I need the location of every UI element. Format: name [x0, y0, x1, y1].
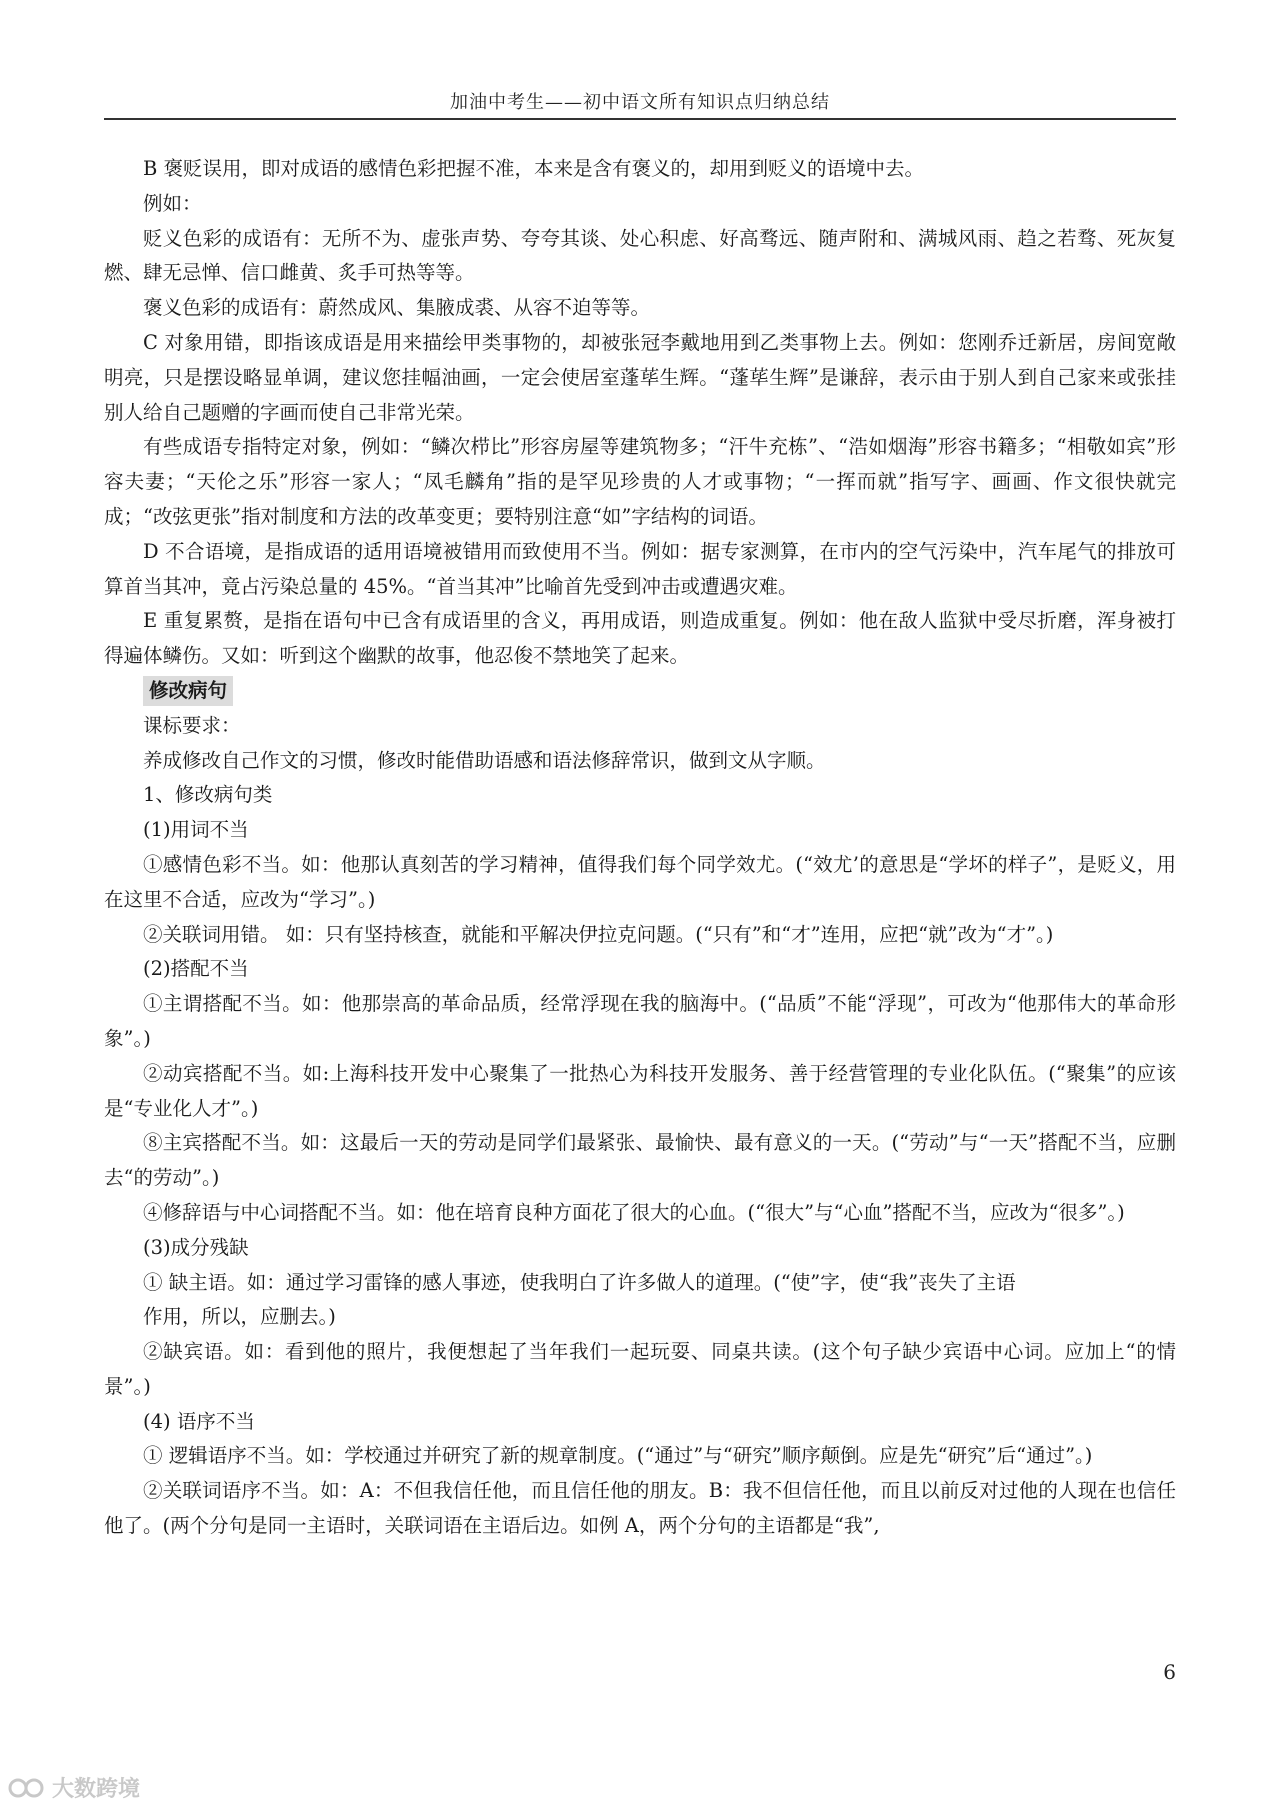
- paragraph: ②动宾搭配不当。如:上海科技开发中心聚集了一批热心为科技开发服务、善于经营管理的专业化队伍。(“聚集”的应该是“专业化人才”。): [104, 1061, 1176, 1120]
- page-number: 6: [1163, 1660, 1176, 1684]
- document-body: [104, 152, 1176, 1544]
- paragraph: ① 逻辑语序不当。如：学校通过并研究了新的规章制度。(“通过”与“研究”顺序颠倒。应是先“研究”后“通过”。): [143, 1444, 1093, 1468]
- paragraph: E 重复累赘，是指在语句中已含有成语里的含义，再用成语，则造成重复。例如：他在敌人监狱中受尽折磨，浑身被打得遍体鳞伤。又如：听到这个幽默的故事，他忍俊不禁地笑了起来。: [104, 609, 1176, 668]
- paragraph: (1)用词不当: [143, 818, 249, 842]
- paragraph: 有些成语专指特定对象，例如：“鳞次栉比”形容房屋等建筑物多；“汗牛充栋”、“浩如烟海”形容书籍多；“相敬如宾”形容夫妻；“天伦之乐”形容一家人；“凤毛麟角”指的是罕见珍贵的人才或事物；“一挥而就”指写字、画画、作文很快就完成；“改弦更张”指对制度和方法的改革变更；要特别注意“如”字结构的词语。: [104, 435, 1176, 528]
- paragraph: 作用，所以，应删去。): [143, 1305, 336, 1329]
- paragraph: ① 缺主语。如：通过学习雷锋的感人事迹，使我明白了许多做人的道理。(“使”字，使“我”丧失了主语: [143, 1270, 1016, 1294]
- paragraph: ①主谓搭配不当。如：他那崇高的革命品质，经常浮现在我的脑海中。(“品质”不能“浮现”，可改为“他那伟大的革命形象”。): [104, 992, 1176, 1050]
- paragraph: ④修辞语与中心词搭配不当。如：他在培育良种方面花了很大的心血。(“很大”与“心血”搭配不当，应改为“很多”。): [143, 1200, 1125, 1224]
- paragraph: ②关联词用错。 如：只有坚持核查，就能和平解决伊拉克问题。(“只有”和“才”连用，应把“就”改为“才”。): [143, 922, 1054, 946]
- paragraph: ②关联词语序不当。如：A：不但我信任他，而且信任他的朋友。B：我不但信任他，而且以前反对过他的人现在也信任他了。(两个分句是同一主语时，关联词语在主语后边。如例 A，两个分句的主语都是“我”,: [104, 1479, 1176, 1538]
- paragraph: (4) 语序不当: [143, 1409, 255, 1433]
- paragraph: ⑧主宾搭配不当。如：这最后一天的劳动是同学们最紧张、最愉快、最有意义的一天。(“劳动”与“一天”搭配不当，应删去“的劳动”。): [104, 1131, 1176, 1190]
- paragraph: 养成修改自己作文的习惯，修改时能借助语感和语法修辞常识，做到文从字顺。: [143, 748, 826, 772]
- dashuju-logo-icon: [8, 1775, 48, 1801]
- watermark: [8, 1772, 140, 1803]
- paragraph: B 褒贬误用，即对成语的感情色彩把握不准，本来是含有褒义的，却用到贬义的语境中去。: [143, 157, 925, 180]
- section-heading-row: [104, 674, 1176, 709]
- paragraph: 褒义色彩的成语有：蔚然成风、集腋成裘、从容不迫等等。: [143, 296, 651, 320]
- paragraph: ②缺宾语。如：看到他的照片，我便想起了当年我们一起玩耍、同桌共读。(这个句子缺少宾语中心词。应加上“的情景”。): [104, 1340, 1176, 1398]
- paragraph: 1、修改病句类: [143, 783, 273, 807]
- paragraph: C 对象用错，即指该成语是用来描绘甲类事物的，却被张冠李戴地用到乙类事物上去。例如：您刚乔迁新居，房间宽敞明亮，只是摆设略显单调，建议您挂幅油画，一定会使居室蓬荜生辉。“蓬荜生辉”是谦辞，表示由于别人到自己家来或张挂别人给自己题赠的字画而使自己非常光荣。: [104, 330, 1176, 424]
- paragraph: 课标要求：: [143, 713, 241, 737]
- paragraph: (3)成分残缺: [143, 1235, 249, 1259]
- paragraph: 贬义色彩的成语有：无所不为、虚张声势、夸夸其谈、处心积虑、好高骛远、随声附和、满城风雨、趋之若骛、死灰复燃、肆无忌惮、信口雌黄、炙手可热等等。: [104, 226, 1176, 285]
- section-heading: 修改病句: [143, 676, 233, 706]
- paragraph: ①感情色彩不当。如：他那认真刻苦的学习精神，值得我们每个同学效尤。(“效尤’的意思是“学坏的样子”，是贬义，用在这里不合适，应改为“学习”。): [104, 852, 1176, 911]
- paragraph: D 不合语境，是指成语的适用语境被错用而致使用不当。例如：据专家测算，在市内的空气污染中，汽车尾气的排放可算首当其冲，竟占污染总量的 45%。“首当其冲”比喻首先受到冲击或遭遇灾难。: [104, 539, 1176, 598]
- paragraph: 例如：: [143, 191, 202, 215]
- paragraph: (2)搭配不当: [143, 957, 249, 981]
- header-rule: [104, 118, 1176, 120]
- watermark-text: 大数跨境: [52, 1777, 141, 1802]
- page-header: 加油中考生——初中语文所有知识点归纳总结: [450, 92, 830, 113]
